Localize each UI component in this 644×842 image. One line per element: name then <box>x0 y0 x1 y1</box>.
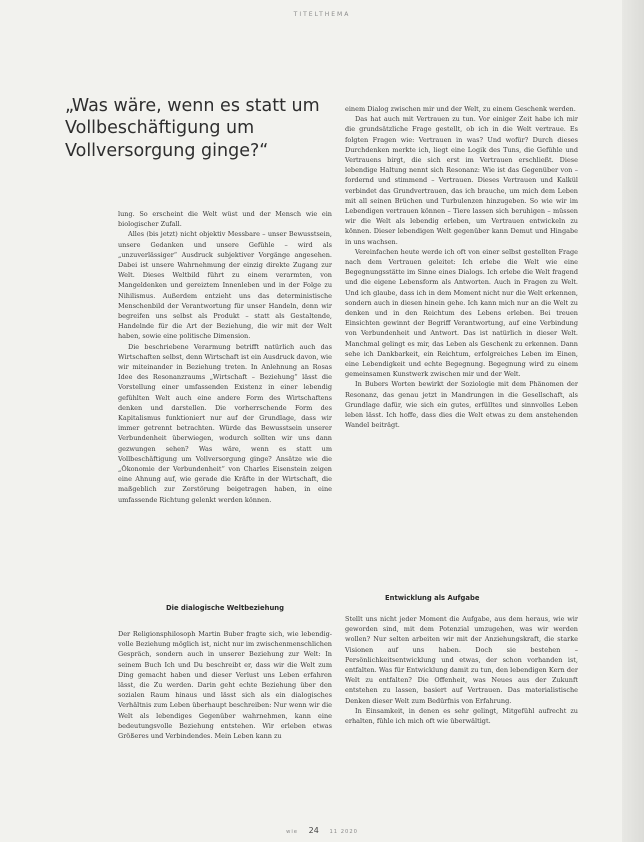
page-spine <box>622 0 644 842</box>
paragraph: In Einsamkeit, in denen es sehr gelingt, Mitgefühl aufrecht zu erhalten, fühle ich mich oft wie überwältigt. <box>345 706 578 726</box>
pull-quote: „Was wäre, wenn es statt um Vollbeschäftigung um Vollversorgung ginge?“ <box>65 96 320 161</box>
paragraph: Alles (bis jetzt) nicht objektiv Messbare – unser Bewusstsein, unsere Gedanken und unsere Gefühle – wird als „unzuverlässiger“ Ausdruck subjektiver Vorgänge angesehen. Dabei ist unsere Wahrnehmung der einzig direkte Zugang zur Welt. Dieses Weltbild führt zu einem verarmten, von Mangeldenken und gereiztem Innenleben und in der Folge zu Nihilismus. Außerdem entzieht uns das deterministische Menschenbild der Verantwortung für unser Handeln, denn wir begreifen uns selbst als Produkt – statt als Gestaltende, Handelnde für die Art der Beziehung, die wir mit der Welt haben, sowie eine politische Dimension. <box>118 230 332 341</box>
footer-right: 11 2020 <box>329 829 358 835</box>
footer-left: wie <box>286 829 298 835</box>
paragraph: Die beschriebene Verarmung betrifft natürlich auch das Wirtschaften selbst, denn Wirtschaft ist ein Ausdruck davon, wie wir miteinander in Beziehung treten. In Anlehnung an Rosas Idee des Resonanzraums „Wirtschaft – Beziehung“ lässt die Vorstellung einer umfassenden Existenz in einer lebendig gefühlten Welt auch eine andere Form des Wirtschaftens denken und darstellen. Die vorherrschende Form des Kapitalismus funktioniert nur auf der Grundlage, dass wir immer getrennt betrachten. Würde das Bewusstsein unserer Verbundenheit überwiegen, wodurch sollten wir uns dann gezwungen sehen? Was wäre, wenn es statt um Vollbeschäftigung um Vollversorgung ginge? Ansätze wie die „Ökonomie der Verbundenheit“ von Charles Eisenstein zeigen eine Ahnung auf, wie gerade die Kräfte in der Wirtschaft, die maßgeblich zur Zerstörung beigetragen haben, in eine umfassende Richtung gelenkt werden können. <box>118 342 332 504</box>
subheading-development: Entwicklung als Aufgabe <box>385 594 480 602</box>
paragraph: In Bubers Worten bewirkt der Soziologie mit dem Phänomen der Resonanz, das genau jetzt in Mandrungen in die Gesellschaft, als Grundlage dafür, wie sich ein gutes, erfülltes und sinnvolles Leben leben lässt. Ich hoffe, dass dies die Welt etwas zu dem anstehenden Wandel beiträgt. <box>345 380 578 430</box>
page-footer <box>0 826 644 835</box>
page-number: 24 <box>308 826 319 835</box>
section-header: TITELTHEMA <box>293 11 351 18</box>
left-column-top <box>118 209 332 505</box>
right-column-bottom <box>345 614 578 726</box>
paragraph: lung. So erscheint die Welt wüst und der Mensch wie ein biologischer Zufall. <box>118 210 332 229</box>
subheading-dialogic: Die dialogische Weltbeziehung <box>165 604 284 612</box>
paragraph: Vereinfachen heute werde ich oft von einer selbst gestellten Frage nach dem Vertrauen geleitet: Ich erlebe die Welt wie eine Begegnungsstätte im Sinne eines Dialogs. Ich erlebe die Welt fragend und die eigene Lebensform als Antworten. Auch in Fragen zu Welt. Und ich glaube, dass ich in dem Moment nicht nur die Welt erkennen, sondern auch in diesen hinein gehe. Ich kann mich nur an die Welt zu denken und in den Reichtum des Lebens erleben. Bei treuen Einsichten gewinnt der Begriff Verantwortung, auf eine Verbindung von Verbundenheit und Antwort. Das ist natürlich in dieser Welt. Manchmal gelingt es mir, das Leben als Geschenk zu erkennen. Dann sehe ich Dankbarkeit, ein Reichtum, erfolgreiches Leben im Einen, eine Lebendigkeit und echte Begegnung. Begegnung wird zu einem gemeinsamen Kunstwerk zwischen mir und der Welt. <box>345 247 578 379</box>
right-column-top <box>345 104 578 431</box>
left-column-bottom <box>118 629 332 741</box>
paragraph: Das hat auch mit Vertrauen zu tun. Vor einiger Zeit habe ich mir die grundsätzliche Frage gestellt, ob ich in die Welt vertraue. Es folgten Fragen wie: Vertrauen in was? Und wofür? Durch dieses Durchdenken merkte ich, liegt eine Logik des Tuns, die Gefühle und Vertrauens birgt, die sich erst im Vertrauen erschließt. Diese lebendige Haltung nennt sich Resonanz: Wie ist das Gegenüber von – fordernd und stimmend – Vertrauen. Dieses Vertrauen und Kalkül verbindet das Grundvertrauen, das ich brauche, um mich dem Leben mit all seinen Brüchen und Turbulenzen hinzugeben. So wie wir im Lebendigen vertrauen können – Tiere lassen sich beruhigen – müssen wir die Welt als lebendig erleben, um Vertrauen entwickeln zu können. Dieser lebendigen Welt gegenüber kann Demut und Hingabe in uns wachsen. <box>345 115 578 246</box>
paragraph: Stellt uns nicht jeder Moment die Aufgabe, aus dem heraus, wie wir geworden sind, mit dem Potenzial umzugehen, was wir werden wollen? Nur selten arbeiten wir mit der Anziehungskraft, die starke Visionen auf uns haben. Doch sie bestehen – Persönlichkeitsentwicklung und etwas, der schon vorhanden ist, entfalten. Was für Entwicklung damit zu tun, den lebendigen Kern der Welt zu entfalten? Die Offenheit, was Neues aus der Zukunft entstehen zu lassen, basiert auf Vertrauen. Das materialistische Denken dieser Welt zum Bedürfnis von Erfahrung. <box>345 615 578 705</box>
paragraph: Der Religionsphilosoph Martin Buber fragte sich, wie lebendig-volle Beziehung möglich ist, nicht nur im zwischenmenschlichen Gespräch, sondern auch in unserer Beziehung zur Welt: In seinem Buch Ich und Du beschreibt er, dass wir die Welt zum Ding gemacht haben und dieser Verlust uns Leben erfahren lässt, die Zu werden. Darin geht echte Beziehung über den sozialen Raum hinaus und lässt sich als ein dialogisches Verhältnis zum Leben überhaupt beschreiben: Nur wenn wir die Welt als lebendiges Gegenüber wahrnehmen, kann eine bedeutungsvolle Beziehung entstehen. Wir erleben etwas Größeres und Verbindendes. Mein Leben kann zu <box>118 630 332 741</box>
paragraph: einem Dialog zwischen mir und der Welt, zu einem Geschenk werden. <box>345 105 576 113</box>
